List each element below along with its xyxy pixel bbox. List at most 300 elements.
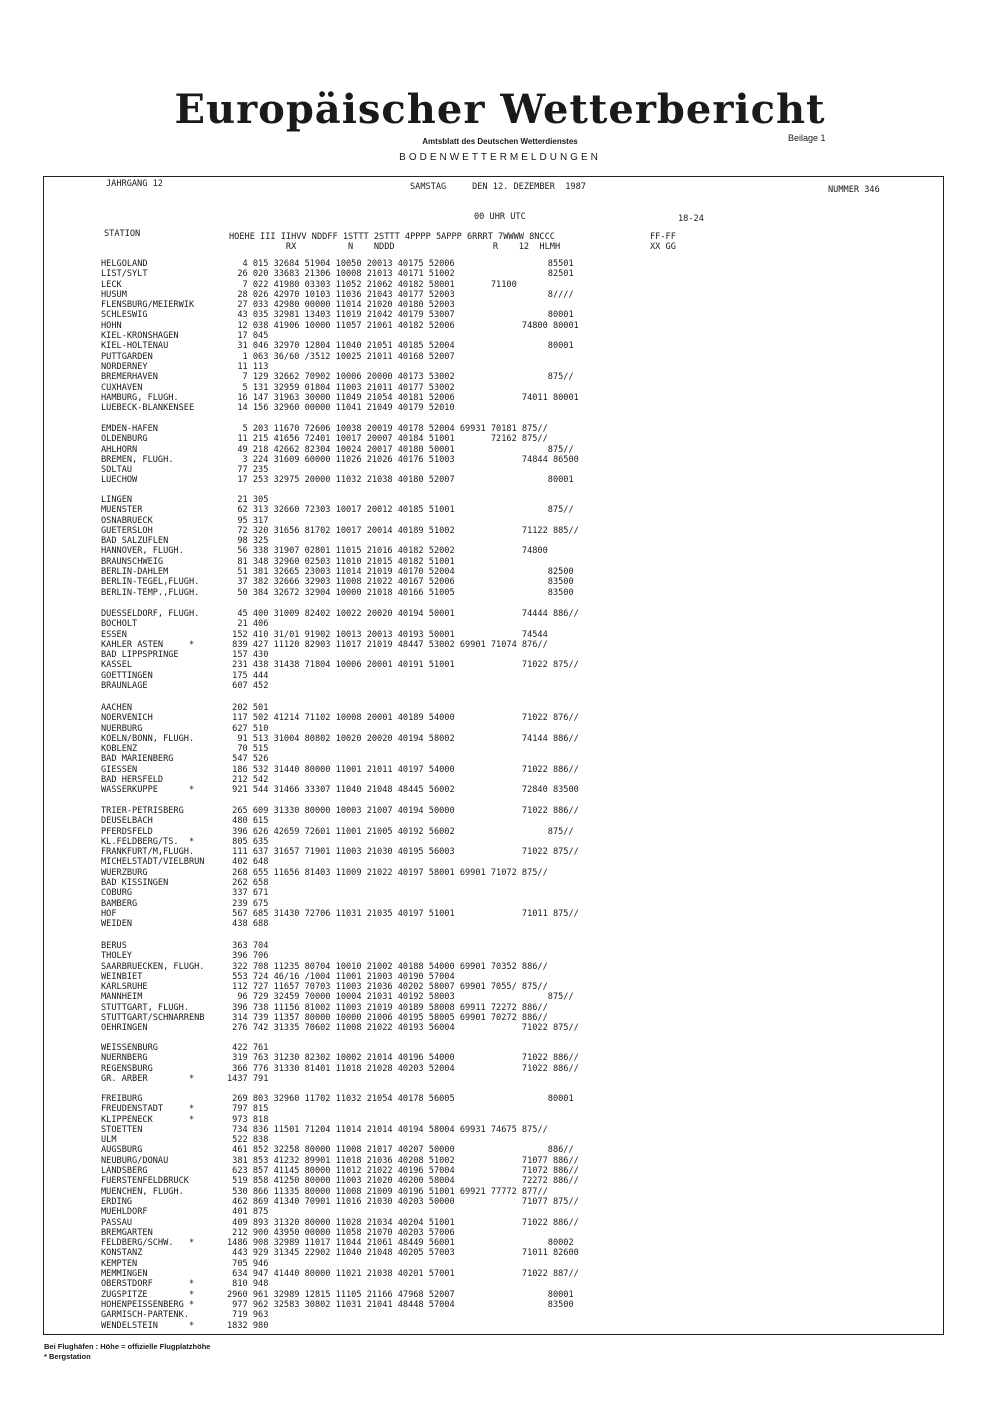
- station-codes: 734 836 11501 71204 11014 21014 40194 58004 69931 74675 875//: [227, 1124, 548, 1135]
- table-row: [101, 785, 579, 795]
- station-group: [101, 941, 579, 1034]
- table-row: [101, 567, 579, 577]
- station-name: GARMISCH-PARTENK.: [101, 1310, 189, 1321]
- station-name: HOF: [101, 908, 117, 919]
- table-row: [101, 383, 579, 393]
- table-row: [101, 703, 579, 713]
- table-row: [101, 546, 579, 556]
- station-codes: 12 038 41906 10000 11057 21061 40182 52006 74800 80001: [227, 320, 579, 331]
- station-codes: 438 688: [227, 919, 269, 930]
- table-row: [101, 1259, 579, 1269]
- table-row: [101, 577, 579, 587]
- station-codes: 7 022 41980 03303 11052 21062 40182 58001 71100: [227, 279, 517, 290]
- station-name: WEIDEN: [101, 919, 133, 930]
- table-row: [101, 1043, 579, 1053]
- section-heading: BODENWETTERMELDUNGEN: [399, 152, 601, 163]
- station-codes: 839 427 11120 82903 11017 21019 48447 53002 69901 71074 876//: [227, 639, 548, 650]
- station-codes: 319 763 31230 82302 10002 21014 40196 54000 71022 886//: [227, 1053, 579, 1064]
- station-name: SCHLESWIG: [101, 310, 148, 321]
- station-codes: 719 963: [227, 1310, 269, 1321]
- station-name: KLIPPENECK *: [101, 1114, 195, 1125]
- station-codes: 462 869 41340 70901 11016 21030 40203 50000 71077 875//: [227, 1196, 579, 1207]
- station-codes: 4 015 32684 51904 10050 20013 40175 52006 85501: [227, 259, 574, 269]
- station-name: BERUS: [101, 941, 127, 951]
- station-name: KL.FELDBERG/TS. *: [101, 836, 195, 847]
- station-name: LUEBECK-BLANKENSEE: [101, 403, 195, 414]
- table-row: [101, 300, 579, 310]
- station-name: ESSEN: [101, 629, 127, 640]
- station-name: GR. ARBER *: [101, 1073, 195, 1084]
- table-row: [101, 1248, 579, 1258]
- table-row: [101, 888, 579, 898]
- station-name: WENDELSTEIN *: [101, 1320, 195, 1331]
- station-name: BERLIN-TEGEL,FLUGH.: [101, 577, 200, 588]
- table-row: [101, 1145, 579, 1155]
- table-row: [101, 1218, 579, 1228]
- station-name: BAD LIPPSPRINGE: [101, 650, 179, 661]
- station-codes: 21 305: [227, 495, 269, 505]
- table-row: [101, 1269, 579, 1279]
- station-codes: 547 526: [227, 754, 269, 765]
- station-codes: 366 776 31330 81401 11018 21028 40203 52004 71022 886//: [227, 1063, 579, 1074]
- station-codes: 268 655 11656 81403 11009 21022 40197 58001 69901 71072 875//: [227, 867, 548, 878]
- station-name: GOETTINGEN: [101, 670, 153, 681]
- station-name: AHLHORN: [101, 444, 138, 455]
- station-codes: 797 815: [227, 1104, 269, 1115]
- station-codes: 2960 961 32989 12815 11105 21166 47968 52007 80001: [227, 1289, 574, 1300]
- station-name: HELGOLAND: [101, 259, 148, 269]
- station-name: THOLEY: [101, 951, 133, 962]
- table-row: [101, 775, 579, 785]
- station-codes: 77 235: [227, 465, 269, 476]
- station-group: [101, 806, 579, 930]
- table-row: [101, 1321, 579, 1331]
- station-codes: 977 962 32583 30802 11031 21041 48448 57004 83500: [227, 1299, 574, 1310]
- station-codes: 567 685 31430 72706 11031 21035 40197 51001 71011 875//: [227, 908, 579, 919]
- station-codes: 314 739 11357 80000 10000 21006 40195 58005 69901 70272 886//: [227, 1013, 548, 1024]
- station-name: MEMMINGEN: [101, 1269, 148, 1280]
- station-codes: 112 727 11657 70703 11003 21036 40202 58007 69901 7055/ 875//: [227, 982, 548, 993]
- station-name: LANDSBERG: [101, 1166, 148, 1177]
- station-name: FREUDENSTADT *: [101, 1104, 195, 1115]
- station-name: KEMPTEN: [101, 1258, 138, 1269]
- station-name: WEINBIET: [101, 971, 143, 982]
- table-row: [101, 619, 579, 629]
- table-row: [101, 280, 579, 290]
- table-row: [101, 962, 579, 972]
- volume-label: JAHRGANG 12: [106, 179, 163, 189]
- table-row: [101, 816, 579, 826]
- station-codes: 70 515: [227, 744, 269, 755]
- table-row: [101, 941, 579, 951]
- station-codes: 3 224 31609 60000 11026 21026 40176 51003 74844 86500: [227, 454, 579, 465]
- station-name: WEISSENBURG: [101, 1043, 158, 1053]
- table-row: [101, 744, 579, 754]
- table-row: [101, 1125, 579, 1135]
- station-name: WUERZBURG: [101, 867, 148, 878]
- publisher-subtitle: Amtsblatt des Deutschen Wetterdienstes: [422, 137, 578, 146]
- station-name: FLENSBURG/MEIERWIK: [101, 300, 195, 311]
- station-codes: 7 129 32662 70902 10006 20000 40173 53002 875//: [227, 372, 574, 383]
- table-row: [101, 1094, 579, 1104]
- station-name: GUETERSLOH: [101, 525, 153, 536]
- station-codes: 186 532 31440 80000 11001 21011 40197 54000 71022 886//: [227, 764, 579, 775]
- station-name: BAD SALZUFLEN: [101, 536, 169, 547]
- station-name: BAMBERG: [101, 898, 138, 909]
- station-codes: 634 947 41440 80000 11021 21038 40201 57001 71022 887//: [227, 1269, 579, 1280]
- table-row: [101, 868, 579, 878]
- station-codes: 26 020 33683 21306 10008 21013 40171 51002 82501: [227, 269, 574, 280]
- station-codes: 81 348 32960 02503 11010 21015 40182 51001: [227, 556, 455, 567]
- table-row: [101, 857, 579, 867]
- station-codes: 175 444: [227, 670, 269, 681]
- station-codes: 117 502 41214 71102 10008 20001 40189 54000 71022 876//: [227, 713, 579, 724]
- station-codes: 5 131 32959 01804 11003 21011 40177 53002: [227, 382, 455, 393]
- station-codes: 202 501: [227, 703, 269, 713]
- observation-time: 00 UHR UTC: [474, 212, 526, 222]
- station-codes: 27 033 42980 00000 11014 21020 40180 52003: [227, 300, 455, 311]
- table-row: [101, 1135, 579, 1145]
- station-codes: 461 852 32258 80000 11008 21017 40207 50000 886//: [227, 1145, 574, 1156]
- station-name: BREMERHAVEN: [101, 372, 158, 383]
- station-name: PUTTGARDEN: [101, 351, 153, 362]
- station-codes: 269 803 32960 11702 11032 21054 40178 56005 80001: [227, 1094, 574, 1104]
- table-row: [101, 671, 579, 681]
- station-codes: 152 410 31/01 91902 10013 20013 40193 50001 74544: [227, 629, 548, 640]
- station-name: FRANKFURT/M,FLUGH.: [101, 847, 195, 858]
- table-row: [101, 609, 579, 619]
- station-name: MANNHEIM: [101, 992, 143, 1003]
- table-row: [101, 806, 579, 816]
- table-row: [101, 754, 579, 764]
- station-name: BAD MARIENBERG: [101, 754, 174, 765]
- table-row: [101, 1074, 579, 1084]
- table-row: [101, 516, 579, 526]
- station-codes: 810 948: [227, 1279, 269, 1290]
- station-codes: 422 761: [227, 1043, 269, 1053]
- station-name: TRIER-PETRISBERG: [101, 806, 184, 816]
- table-row: [101, 847, 579, 857]
- table-row: [101, 878, 579, 888]
- station-group: [101, 495, 579, 598]
- table-row: [101, 982, 579, 992]
- table-row: [101, 1279, 579, 1289]
- station-name: BRAUNSCHWEIG: [101, 556, 164, 567]
- station-name: HAMBURG, FLUGH.: [101, 392, 179, 403]
- wind-subheader: XX GG: [650, 242, 676, 252]
- station-codes: 14 156 32960 00000 11041 21049 40179 52010: [227, 403, 455, 414]
- station-codes: 973 818: [227, 1114, 269, 1125]
- station-codes: 396 706: [227, 951, 269, 962]
- table-row: [101, 650, 579, 660]
- table-row: [101, 1176, 579, 1186]
- station-group: [101, 703, 579, 796]
- table-row: [101, 734, 579, 744]
- table-row: [101, 1104, 579, 1114]
- station-name: DUESSELDORF, FLUGH.: [101, 609, 200, 619]
- table-row: [101, 1228, 579, 1238]
- station-name: AUGSBURG: [101, 1145, 143, 1156]
- station-name: MUENCHEN, FLUGH.: [101, 1186, 184, 1197]
- station-codes: 1832 980: [227, 1320, 269, 1331]
- station-codes: 522 838: [227, 1135, 269, 1146]
- station-name: LUECHOW: [101, 475, 138, 486]
- station-name: NUERNBERG: [101, 1053, 148, 1064]
- station-codes: 239 675: [227, 898, 269, 909]
- period-range: 18-24: [678, 214, 704, 224]
- station-codes: 627 510: [227, 723, 269, 734]
- station-name: HUSUM: [101, 289, 127, 300]
- table-row: [101, 526, 579, 536]
- table-row: [101, 1207, 579, 1217]
- table-row: [101, 992, 579, 1002]
- station-name: FREIBURG: [101, 1094, 143, 1104]
- station-codes: 72 320 31656 81702 10017 20014 40189 51002 71122 885//: [227, 525, 579, 536]
- station-name: MUEHLDORF: [101, 1207, 148, 1218]
- table-row: [101, 919, 579, 929]
- station-name: EMDEN-HAFEN: [101, 424, 158, 434]
- table-row: [101, 445, 579, 455]
- table-row: [101, 372, 579, 382]
- footnote-airport: Bei Flughäfen : Höhe = offizielle Flugplatzhöhe: [44, 1342, 211, 1351]
- station-name: KASSEL: [101, 660, 133, 671]
- station-codes: 553 724 46/16 /1004 11001 21003 40190 57004: [227, 971, 455, 982]
- table-row: [101, 393, 579, 403]
- station-codes: 17 045: [227, 331, 269, 342]
- table-row: [101, 1013, 579, 1023]
- table-row: [101, 588, 579, 598]
- station-codes: 530 866 11335 80000 11008 21009 40196 51001 69921 77772 877//: [227, 1186, 548, 1197]
- table-row: [101, 403, 579, 413]
- table-row: [101, 640, 579, 650]
- table-row: [101, 899, 579, 909]
- station-name: REGENSBURG: [101, 1063, 153, 1074]
- station-group: [101, 259, 579, 413]
- station-name: KIEL-HOLTENAU: [101, 341, 169, 352]
- table-row: [101, 681, 579, 691]
- station-name: LINGEN: [101, 495, 133, 505]
- station-codes: 322 708 11235 80704 10010 21002 40188 54000 69901 70352 886//: [227, 961, 548, 972]
- station-codes: 56 338 31907 02801 11015 21016 40182 52002 74800: [227, 546, 548, 557]
- table-row: [101, 1023, 579, 1033]
- table-row: [101, 424, 579, 434]
- station-codes: 51 381 32665 23003 11014 21019 40170 52004 82500: [227, 567, 574, 578]
- table-row: [101, 310, 579, 320]
- station-group: [101, 609, 579, 691]
- station-codes: 262 658: [227, 878, 269, 889]
- table-row: [101, 331, 579, 341]
- table-row: [101, 1003, 579, 1013]
- wind-column-header: FF-FF: [650, 232, 676, 242]
- station-name: LIST/SYLT: [101, 269, 148, 280]
- table-row: [101, 362, 579, 372]
- station-codes: 212 542: [227, 775, 269, 786]
- station-name: BREMEN, FLUGH.: [101, 454, 174, 465]
- station-name: HOHENPEISSENBERG *: [101, 1299, 195, 1310]
- supplement-label: Beilage 1: [788, 133, 826, 143]
- station-codes: 409 893 31320 80000 11028 21034 40204 51001 71022 886//: [227, 1217, 579, 1228]
- station-codes: 402 648: [227, 857, 269, 868]
- station-codes: 396 626 42659 72601 11001 21005 40192 56002 875//: [227, 826, 574, 837]
- table-row: [101, 1310, 579, 1320]
- table-row: [101, 1156, 579, 1166]
- station-name: OLDENBURG: [101, 434, 148, 445]
- station-name: KOELN/BONN, FLUGH.: [101, 733, 195, 744]
- station-name: ERDING: [101, 1196, 133, 1207]
- table-row: [101, 765, 579, 775]
- station-name: OEHRINGEN: [101, 1023, 148, 1034]
- table-row: [101, 837, 579, 847]
- station-name: ZUGSPITZE *: [101, 1289, 195, 1300]
- station-name: OSNABRUECK: [101, 515, 153, 526]
- station-codes: 480 615: [227, 816, 269, 827]
- station-codes: 95 317: [227, 515, 269, 526]
- table-row: [101, 713, 579, 723]
- station-column-header: STATION: [104, 229, 141, 239]
- station-group: [101, 1043, 579, 1084]
- code-column-header: HOEHE III IIHVV NDDFF 1STTT 2STTT 4PPPP 5APPP 6RRRT 7WWWW 8NCCC: [229, 232, 555, 242]
- table-row: [101, 630, 579, 640]
- station-name: WASSERKUPPE *: [101, 785, 195, 796]
- table-row: [101, 495, 579, 505]
- table-row: [101, 1187, 579, 1197]
- station-codes: 623 857 41145 80000 11012 21022 40196 57004 71072 886//: [227, 1166, 579, 1177]
- table-row: [101, 341, 579, 351]
- table-row: [101, 455, 579, 465]
- station-codes: 265 609 31330 80000 10003 21007 40194 50000 71022 886//: [227, 806, 579, 816]
- table-row: [101, 1166, 579, 1176]
- station-group: [101, 1094, 579, 1331]
- station-name: FUERSTENFELDBRUCK: [101, 1176, 189, 1187]
- table-row: [101, 660, 579, 670]
- station-name: AACHEN: [101, 703, 133, 713]
- station-name: NOERVENICH: [101, 713, 153, 724]
- table-row: [101, 505, 579, 515]
- station-codes: 363 704: [227, 941, 269, 951]
- table-row: [101, 465, 579, 475]
- station-name: STUTTGART/SCHNARRENB: [101, 1013, 205, 1024]
- station-name: ULM: [101, 1135, 117, 1146]
- footnotes: [44, 1342, 210, 1362]
- code-subheader: RX N NDDD R 12 HLMH: [229, 242, 561, 252]
- station-codes: 98 325: [227, 536, 269, 547]
- station-name: BERLIN-DAHLEM: [101, 567, 169, 578]
- station-codes: 805 635: [227, 836, 269, 847]
- station-codes: 96 729 32459 70000 10004 21031 40192 58003 875//: [227, 992, 574, 1003]
- station-name: BOCHOLT: [101, 619, 138, 630]
- station-codes: 231 438 31438 71804 10006 20001 40191 51001 71022 875//: [227, 660, 579, 671]
- table-row: [101, 1053, 579, 1063]
- issue-number: NUMMER 346: [828, 185, 880, 195]
- station-name: DEUSELBACH: [101, 816, 153, 827]
- station-codes: 212 900 43950 00000 11058 21070 40203 57006: [227, 1227, 455, 1238]
- station-name: LECK: [101, 279, 122, 290]
- station-name: GIESSEN: [101, 764, 138, 775]
- station-name: HANNOVER, FLUGH.: [101, 546, 184, 557]
- table-row: [101, 1115, 579, 1125]
- table-row: [101, 909, 579, 919]
- station-codes: 28 026 42970 10103 11036 21043 40177 52003 8////: [227, 289, 574, 300]
- station-codes: 705 946: [227, 1258, 269, 1269]
- table-row: [101, 1064, 579, 1074]
- station-codes: 1 063 36/60 /3512 10025 21011 40168 52007: [227, 351, 455, 362]
- station-codes: 443 929 31345 22902 11040 21048 40205 57003 71011 82600: [227, 1248, 579, 1259]
- table-row: [101, 1300, 579, 1310]
- station-name: MUENSTER: [101, 505, 143, 516]
- table-row: [101, 557, 579, 567]
- station-codes: 5 203 11670 72606 10038 20019 40178 52004 69931 70181 875//: [227, 424, 548, 434]
- station-codes: 396 738 11156 81002 11003 21019 40189 58008 69911 72272 886//: [227, 1002, 548, 1013]
- report-date: SAMSTAG DEN 12. DEZEMBER 1987: [410, 182, 586, 192]
- station-codes: 49 218 42662 82304 10024 20017 40180 50001 875//: [227, 444, 574, 455]
- station-codes: 91 513 31004 80802 10020 20020 40194 58002 74144 886//: [227, 733, 579, 744]
- table-row: [101, 724, 579, 734]
- station-codes: 21 406: [227, 619, 269, 630]
- station-name: CUXHAVEN: [101, 382, 143, 393]
- station-name: KARLSRUHE: [101, 982, 148, 993]
- station-codes: 519 858 41250 80000 11003 21020 40200 58004 72272 886//: [227, 1176, 579, 1187]
- table-row: [101, 951, 579, 961]
- station-name: COBURG: [101, 888, 133, 899]
- station-name: PFERDSFELD: [101, 826, 153, 837]
- footnote-mountain: * Bergstation: [44, 1352, 91, 1361]
- station-codes: 381 853 41232 89901 11018 21036 40208 51002 71077 886//: [227, 1155, 579, 1166]
- station-name: BREMGARTEN: [101, 1227, 153, 1238]
- station-codes: 31 046 32970 12804 11040 21051 40185 52004 80001: [227, 341, 574, 352]
- station-codes: 16 147 31963 30000 11049 21054 40181 52006 74011 80001: [227, 392, 579, 403]
- station-name: STUTTGART, FLUGH.: [101, 1002, 189, 1013]
- table-row: [101, 269, 579, 279]
- station-name: SAARBRUECKEN, FLUGH.: [101, 961, 205, 972]
- station-codes: 43 035 32981 13403 11019 21042 40179 53007 80001: [227, 310, 574, 321]
- table-row: [101, 1197, 579, 1207]
- station-name: BRAUNLAGE: [101, 681, 148, 692]
- station-name: MICHELSTADT/VIELBRUN: [101, 857, 205, 868]
- station-name: BAD KISSINGEN: [101, 878, 169, 889]
- station-name: KAHLER ASTEN *: [101, 639, 195, 650]
- station-codes: 401 875: [227, 1207, 269, 1218]
- table-row: [101, 259, 579, 269]
- table-row: [101, 434, 579, 444]
- table-row: [101, 290, 579, 300]
- station-codes: 111 637 31657 71901 11003 21030 40195 56003 71022 875//: [227, 847, 579, 858]
- station-name: NORDERNEY: [101, 361, 148, 372]
- station-name: KONSTANZ: [101, 1248, 143, 1259]
- station-name: HOHN: [101, 320, 122, 331]
- station-codes: 50 384 32672 32904 10000 21018 40166 51005 83500: [227, 587, 574, 598]
- table-row: [101, 536, 579, 546]
- table-row: [101, 1290, 579, 1300]
- station-name: KOBLENZ: [101, 744, 138, 755]
- station-codes: 1437 791: [227, 1073, 269, 1084]
- station-codes: 37 382 32666 32903 11008 21022 40167 52006 83500: [227, 577, 574, 588]
- table-row: [101, 475, 579, 485]
- station-codes: 11 113: [227, 361, 269, 372]
- station-codes: 337 671: [227, 888, 269, 899]
- station-codes: 17 253 32975 20000 11032 21038 40180 52007 80001: [227, 475, 574, 486]
- station-group: [101, 424, 579, 486]
- table-row: [101, 321, 579, 331]
- station-name: FELDBERG/SCHW. *: [101, 1238, 195, 1249]
- station-name: OBERSTDORF *: [101, 1279, 195, 1290]
- station-name: NEUBURG/DONAU: [101, 1155, 169, 1166]
- station-codes: 45 400 31009 82402 10022 20020 40194 50001 74444 886//: [227, 609, 579, 619]
- station-name: BERLIN-TEMP.,FLUGH.: [101, 587, 200, 598]
- table-row: [101, 972, 579, 982]
- station-codes: 921 544 31466 33307 11040 21048 48445 56002 72840 83500: [227, 785, 579, 796]
- table-row: [101, 352, 579, 362]
- station-name: KIEL-KRONSHAGEN: [101, 331, 179, 342]
